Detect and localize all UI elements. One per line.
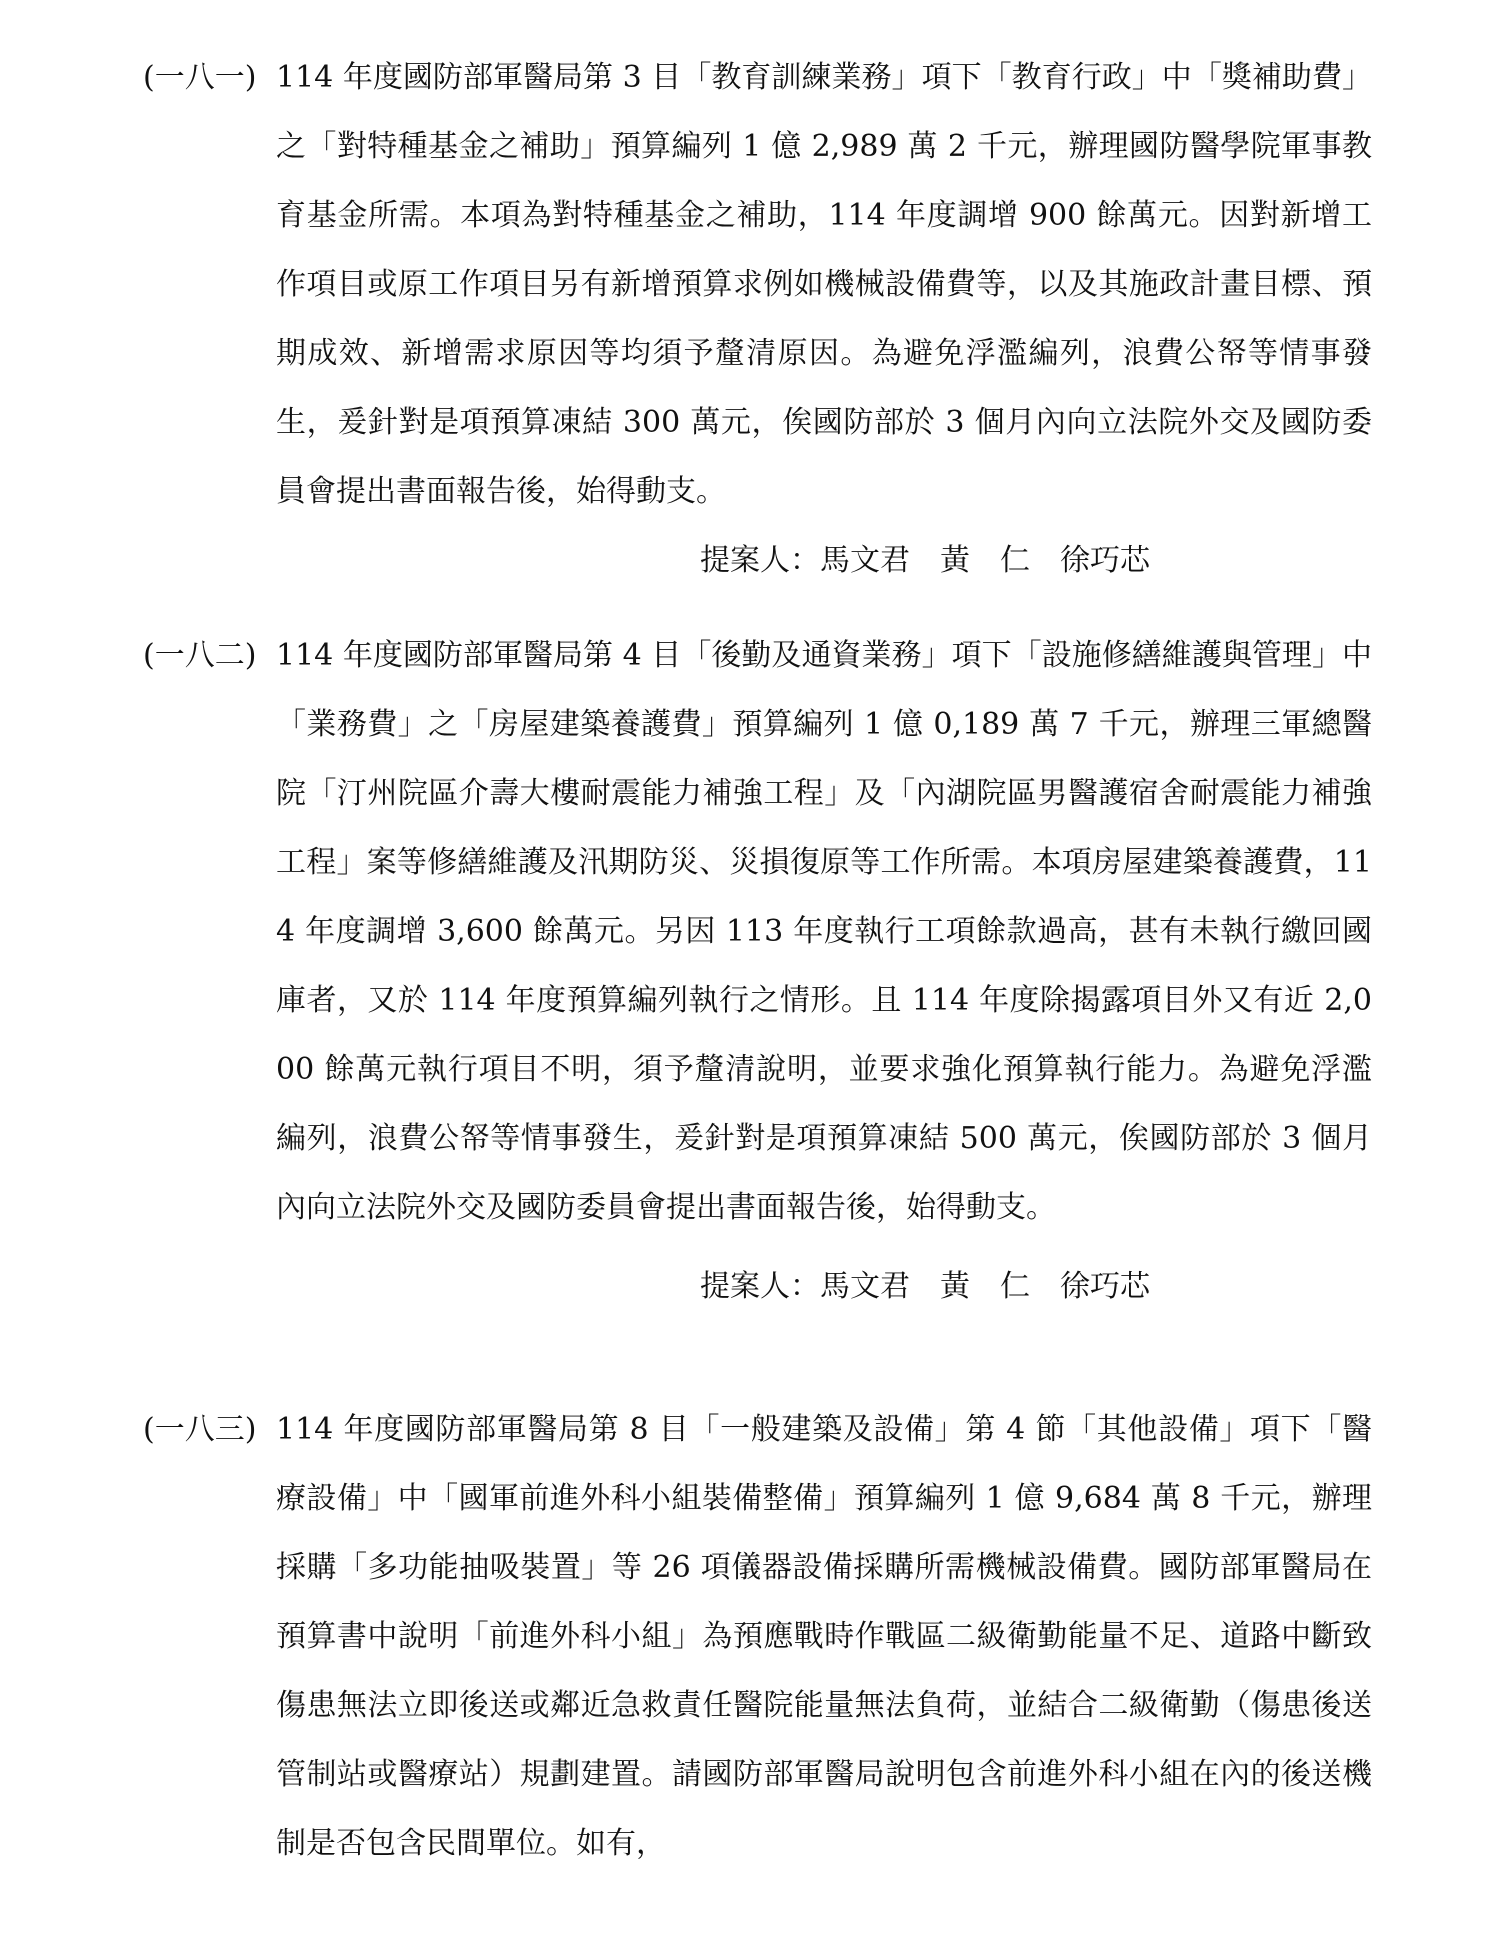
proposer-line xyxy=(700,1252,1494,1321)
proposal-item-183 xyxy=(0,1395,1494,1878)
proposal-item-182 xyxy=(0,621,1494,1321)
item-number: (一八二) xyxy=(143,638,257,673)
proposer-name: 黃 仁 xyxy=(940,1269,1030,1304)
proposal-item-181 xyxy=(0,43,1494,595)
item-number: (一八三) xyxy=(143,1412,257,1447)
proposer-name: 徐巧芯 xyxy=(1060,1269,1150,1304)
proposer-name: 馬文君 xyxy=(820,543,910,578)
proposer-label: 提案人： xyxy=(700,1269,820,1304)
proposer-label: 提案人： xyxy=(700,543,820,578)
item-number: (一八一) xyxy=(143,60,257,95)
proposer-name: 徐巧芯 xyxy=(1060,543,1150,578)
proposer-line xyxy=(700,526,1494,595)
proposer-name: 馬文君 xyxy=(820,1269,910,1304)
item-text: 114 年度國防部軍醫局第 8 目「一般建築及設備」第 4 節「其他設備」項下「醫療設備」中「國軍前進外科小組裝備整備」預算編列 1 億 9,684 萬 8 千元，辦理採購「多功能抽吸裝置」等 26 項儀器設備採購所需機械設備費。國防部軍醫局在預算書中說明「前進外科小組」為預應戰時作戰區二級衛勤能量不足、道路中斷致傷患無法立即後送或鄰近急救責任醫院能量無法負荷，並結合二級衛勤（傷患後送管制站或醫療站）規劃建置。請國防部軍醫局說明包含前進外科小組在內的後送機制是否包含民間單位。如有， xyxy=(276,1412,1372,1861)
item-text: 114 年度國防部軍醫局第 4 目「後勤及通資業務」項下「設施修繕維護與管理」中「業務費」之「房屋建築養護費」預算編列 1 億 0,189 萬 7 千元，辦理三軍總醫院「汀州院區介壽大樓耐震能力補強工程」及「內湖院區男醫護宿舍耐震能力補強工程」案等修繕維護及汛期防災、災損復原等工作所需。本項房屋建築養護費，114 年度調增 3,600 餘萬元。另因 113 年度執行工項餘款過高，甚有未執行繳回國庫者，又於 114 年度預算編列執行之情形。且 114 年度除揭露項目外又有近 2,000 餘萬元執行項目不明，須予釐清說明，並要求強化預算執行能力。為避免浮濫編列，浪費公帑等情事發生，爰針對是項預算凍結 500 萬元，俟國防部於 3 個月內向立法院外交及國防委員會提出書面報告後，始得動支。 xyxy=(276,638,1372,1225)
item-text: 114 年度國防部軍醫局第 3 目「教育訓練業務」項下「教育行政」中「獎補助費」之「對特種基金之補助」預算編列 1 億 2,989 萬 2 千元，辦理國防醫學院軍事教育基金所需。本項為對特種基金之補助，114 年度調增 900 餘萬元。因對新增工作項目或原工作項目另有新增預算求例如機械設備費等，以及其施政計畫目標、預期成效、新增需求原因等均須予釐清原因。為避免浮濫編列，浪費公帑等情事發生，爰針對是項預算凍結 300 萬元，俟國防部於 3 個月內向立法院外交及國防委員會提出書面報告後，始得動支。 xyxy=(276,60,1372,509)
proposer-name: 黃 仁 xyxy=(940,543,1030,578)
